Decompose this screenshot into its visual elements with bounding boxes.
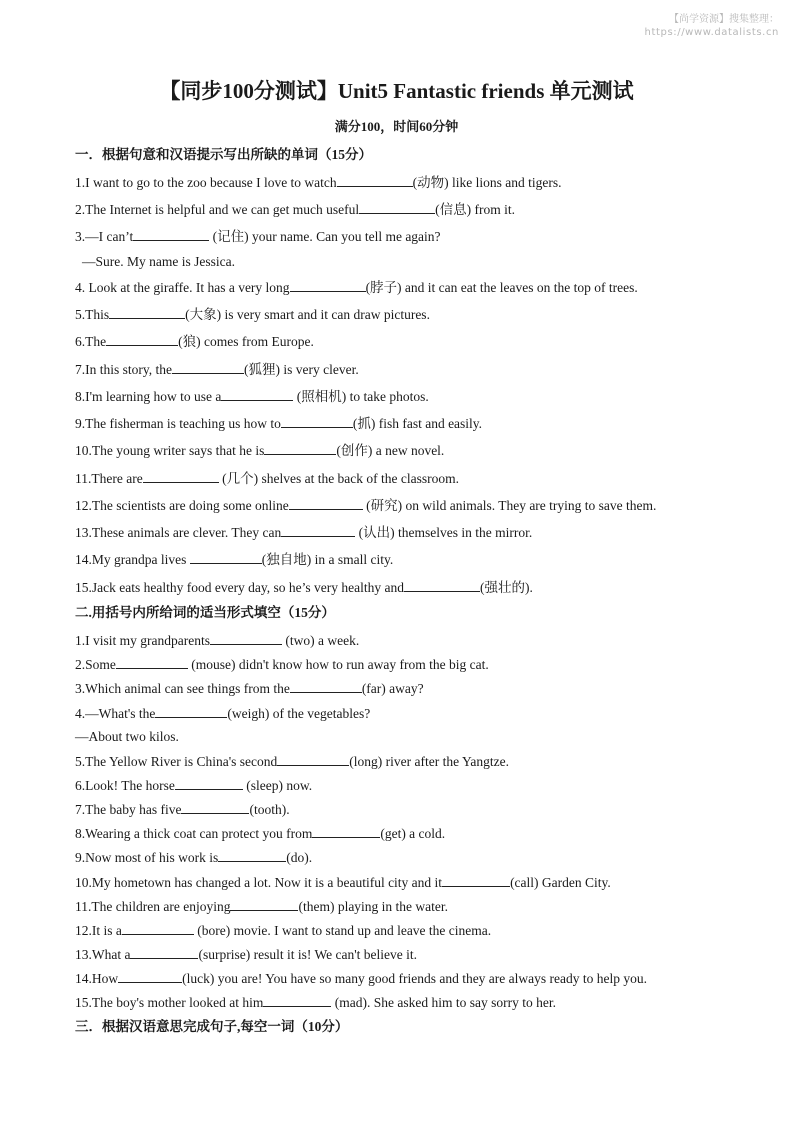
section1-heading: 一．根据句意和汉语提示写出所缺的单词（15分） bbox=[75, 147, 372, 162]
question-text: 12.It is a bbox=[75, 923, 122, 938]
question-text: 9.Now most of his work is bbox=[75, 850, 219, 865]
answer-blank[interactable] bbox=[130, 946, 198, 959]
question-hint: (bore) movie. I want to stand up and leave the cinema. bbox=[193, 923, 492, 938]
answer-blank[interactable] bbox=[337, 174, 413, 187]
answer-blank[interactable] bbox=[109, 306, 185, 319]
question-2-4 bbox=[75, 705, 370, 722]
question-hint: (大象) is very smart and it can draw pictures. bbox=[185, 307, 430, 322]
answer-blank[interactable] bbox=[263, 994, 331, 1007]
answer-blank[interactable] bbox=[175, 777, 243, 790]
answer-blank[interactable] bbox=[221, 388, 293, 401]
answer-blank[interactable] bbox=[290, 279, 366, 292]
answer-blank[interactable] bbox=[289, 497, 363, 510]
question-hint: (surprise) result it is! We can't believe it. bbox=[198, 947, 418, 962]
question-text: 5.The Yellow River is China's second bbox=[75, 754, 278, 769]
question-text: 13.These animals are clever. They can bbox=[75, 525, 282, 540]
answer-blank[interactable] bbox=[264, 442, 336, 455]
watermark-line2: https://www.datalists.cn bbox=[644, 27, 779, 38]
question-text: 14.How bbox=[75, 971, 119, 986]
answer-blank[interactable] bbox=[133, 228, 209, 241]
question-text: 6.Look! The horse bbox=[75, 778, 175, 793]
question-hint: (研究) on wild animals. They are trying to save them. bbox=[362, 498, 657, 513]
question-text: 7.The baby has five bbox=[75, 802, 182, 817]
question-hint: (狼) comes from Europe. bbox=[178, 334, 314, 349]
question-1-9 bbox=[75, 415, 482, 432]
question-hint: (几个) shelves at the back of the classroom. bbox=[218, 471, 460, 486]
question-hint: (luck) you are! You have so many good friends and they are always ready to help you. bbox=[182, 971, 647, 986]
question-text: 3.Which animal can see things from the bbox=[75, 681, 290, 696]
question-1-12 bbox=[75, 497, 656, 514]
question-text: 15.Jack eats healthy food every day, so he’s very healthy and bbox=[75, 580, 405, 595]
question-1-2 bbox=[75, 201, 515, 218]
question-1-11 bbox=[75, 470, 459, 487]
question-text: 5.This bbox=[75, 307, 110, 322]
answer-blank[interactable] bbox=[210, 632, 282, 645]
question-hint: (信息) from it. bbox=[435, 202, 516, 217]
question-hint: (two) a week. bbox=[281, 633, 360, 648]
question-hint: (脖子) and it can eat the leaves on the top of trees. bbox=[365, 280, 638, 295]
question-2-7 bbox=[75, 801, 290, 818]
answer-blank[interactable] bbox=[118, 970, 182, 983]
question-hint: (独自地) in a small city. bbox=[261, 552, 394, 567]
question-2-1 bbox=[75, 632, 359, 649]
question-text: 10.The young writer says that he is bbox=[75, 443, 265, 458]
question-2-9 bbox=[75, 849, 312, 866]
question-2-12 bbox=[75, 922, 491, 939]
question-text: —Sure. My name is Jessica. bbox=[82, 254, 235, 269]
question-text: 8.Wearing a thick coat can protect you from bbox=[75, 826, 313, 841]
answer-blank[interactable] bbox=[442, 874, 510, 887]
answer-blank[interactable] bbox=[281, 524, 355, 537]
page-title: 【同步100分测试】Unit5 Fantastic friends 单元测试 bbox=[159, 79, 634, 103]
question-2-8 bbox=[75, 825, 445, 842]
answer-blank[interactable] bbox=[143, 470, 219, 483]
question-hint: (狐狸) is very clever. bbox=[244, 362, 359, 377]
page-subtitle: 满分100，时间60分钟 bbox=[334, 119, 459, 134]
question-1-4 bbox=[75, 279, 638, 296]
answer-blank[interactable] bbox=[312, 825, 380, 838]
answer-blank[interactable] bbox=[218, 849, 286, 862]
answer-blank[interactable] bbox=[122, 922, 194, 935]
question-text: 4. Look at the giraffe. It has a very long bbox=[75, 280, 290, 295]
question-2-5 bbox=[75, 753, 509, 770]
watermark-line1: 【尚学资源】搜集整理： bbox=[669, 14, 779, 25]
question-hint: (照相机) to take photos. bbox=[293, 389, 429, 404]
question-hint: (far) away? bbox=[361, 681, 424, 696]
question-hint: (记住) your name. Can you tell me again? bbox=[209, 229, 441, 244]
question-text: 10.My hometown has changed a lot. Now it is a beautiful city and it bbox=[75, 875, 443, 890]
question-hint: (认出) themselves in the mirror. bbox=[355, 525, 533, 540]
question-2-4-reply bbox=[75, 729, 179, 745]
question-text: 9.The fisherman is teaching us how to bbox=[75, 416, 281, 431]
question-text: 11.There are bbox=[75, 471, 143, 486]
section2-heading: 二.用括号内所给词的适当形式填空（15分） bbox=[75, 605, 335, 620]
question-text: 12.The scientists are doing some online bbox=[75, 498, 289, 513]
section3-heading: 三．根据汉语意思完成句子,每空一词（10分） bbox=[75, 1019, 349, 1034]
question-hint: (call) Garden City. bbox=[510, 875, 611, 890]
question-text: 3.—I can’t bbox=[75, 229, 134, 244]
question-2-3 bbox=[75, 680, 424, 697]
question-hint: (long) river after the Yangtze. bbox=[349, 754, 509, 769]
question-1-15 bbox=[75, 579, 533, 596]
question-1-10 bbox=[75, 442, 444, 459]
question-hint: (get) a cold. bbox=[380, 826, 446, 841]
answer-blank[interactable] bbox=[181, 801, 249, 814]
question-hint: (them) playing in the water. bbox=[298, 899, 449, 914]
answer-blank[interactable] bbox=[172, 361, 244, 374]
question-1-14 bbox=[75, 551, 393, 568]
answer-blank[interactable] bbox=[359, 201, 435, 214]
question-hint: (创作) a new novel. bbox=[336, 443, 445, 458]
answer-blank[interactable] bbox=[106, 333, 178, 346]
question-1-1 bbox=[75, 174, 562, 191]
question-1-3 bbox=[75, 228, 441, 245]
question-2-10 bbox=[75, 874, 611, 891]
question-text: 2.The Internet is helpful and we can get much useful bbox=[75, 202, 360, 217]
question-text: 14.My grandpa lives bbox=[75, 552, 190, 567]
question-text: 7.In this story, the bbox=[75, 362, 172, 377]
answer-blank[interactable] bbox=[290, 680, 362, 693]
answer-blank[interactable] bbox=[230, 898, 298, 911]
question-hint: (tooth). bbox=[249, 802, 290, 817]
question-text: 15.The boy's mother looked at him bbox=[75, 995, 264, 1010]
question-text: 4.—What's the bbox=[75, 706, 156, 721]
question-2-6 bbox=[75, 777, 312, 794]
question-text: 1.I want to go to the zoo because I love to watch bbox=[75, 175, 337, 190]
question-text: 6.The bbox=[75, 334, 107, 349]
question-text: 11.The children are enjoying bbox=[75, 899, 231, 914]
question-2-13 bbox=[75, 946, 417, 963]
answer-blank[interactable] bbox=[155, 705, 227, 718]
question-2-2 bbox=[75, 656, 489, 673]
question-text: 13.What a bbox=[75, 947, 131, 962]
question-2-14 bbox=[75, 970, 647, 987]
question-2-11 bbox=[75, 898, 448, 915]
question-text: 8.I'm learning how to use a bbox=[75, 389, 222, 404]
answer-blank[interactable] bbox=[190, 551, 262, 564]
question-hint: (sleep) now. bbox=[242, 778, 313, 793]
question-1-8 bbox=[75, 388, 429, 405]
question-1-5 bbox=[75, 306, 430, 323]
question-hint: (do). bbox=[286, 850, 313, 865]
answer-blank[interactable] bbox=[281, 415, 353, 428]
question-2-15 bbox=[75, 994, 556, 1011]
question-hint: (mouse) didn't know how to run away from the big cat. bbox=[187, 657, 489, 672]
question-hint: (动物) like lions and tigers. bbox=[412, 175, 562, 190]
question-1-3-reply bbox=[82, 254, 235, 270]
question-hint: (weigh) of the vegetables? bbox=[227, 706, 371, 721]
question-1-13 bbox=[75, 524, 532, 541]
question-1-6 bbox=[75, 333, 314, 350]
question-text: 2.Some bbox=[75, 657, 116, 672]
question-hint: (强壮的). bbox=[480, 580, 533, 595]
answer-blank[interactable] bbox=[404, 579, 480, 592]
question-text: 1.I visit my grandparents bbox=[75, 633, 210, 648]
question-text: —About two kilos. bbox=[75, 729, 179, 744]
question-1-7 bbox=[75, 361, 359, 378]
answer-blank[interactable] bbox=[116, 656, 188, 669]
question-hint: (mad). She asked him to say sorry to her. bbox=[331, 995, 556, 1010]
answer-blank[interactable] bbox=[277, 753, 349, 766]
question-hint: (抓) fish fast and easily. bbox=[352, 416, 483, 431]
